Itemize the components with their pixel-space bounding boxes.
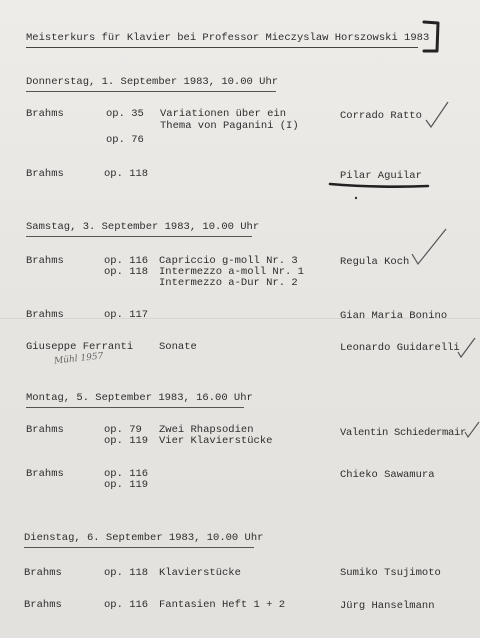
opus: op. 116: [104, 468, 149, 480]
composer: Giuseppe Ferranti: [26, 341, 134, 353]
performer-name: Chieko Sawamura: [340, 469, 435, 481]
session-date: Dienstag, 6. September 1983, 10.00 Uhr: [24, 532, 264, 544]
checkmark-icon: [424, 100, 450, 130]
work-title: Intermezzo a-Dur Nr. 2: [159, 277, 298, 289]
date-underline: [26, 91, 276, 92]
composer: Brahms: [26, 468, 64, 480]
composer: Brahms: [24, 567, 62, 579]
opus: op. 116: [104, 599, 149, 611]
composer: Brahms: [26, 255, 64, 267]
performer-name: Regula Koch: [340, 256, 410, 268]
date-underline: [24, 547, 254, 548]
composer: Brahms: [26, 168, 64, 180]
bracket-mark-icon: [418, 17, 448, 57]
opus: op. 116: [104, 255, 149, 267]
document-title: Meisterkurs für Klavier bei Professor Mieczyslaw Horszowski 1983: [26, 32, 430, 44]
work-title: Thema von Paganini (I): [160, 120, 299, 132]
handwritten-note: Mühl 1957: [53, 351, 104, 367]
work-title: Fantasien Heft 1 + 2: [159, 599, 286, 611]
work-title: Vier Klavierstücke: [159, 435, 273, 447]
opus: op. 118: [104, 567, 149, 579]
underline-mark-icon: [328, 176, 432, 202]
session-date: Montag, 5. September 1983, 16.00 Uhr: [26, 392, 253, 404]
work-title: Intermezzo a-moll Nr. 1: [159, 266, 304, 278]
performer-name: Jürg Hanselmann: [340, 600, 435, 612]
opus: op. 35: [106, 108, 144, 120]
composer: Brahms: [26, 309, 64, 321]
opus: op. 118: [104, 266, 149, 278]
performer-name: Gian Maria Bonino: [340, 310, 448, 322]
date-underline: [26, 236, 252, 237]
opus: op. 119: [104, 435, 149, 447]
checkmark-icon: [456, 336, 478, 360]
checkmark-icon: [464, 420, 480, 440]
work-title: Zwei Rhapsodien: [159, 424, 254, 436]
opus: op. 76: [106, 134, 144, 146]
work-title: Variationen über ein: [160, 108, 287, 120]
opus: op. 117: [104, 309, 149, 321]
date-underline: [26, 407, 244, 408]
checkmark-icon: [408, 226, 448, 268]
composer: Brahms: [26, 424, 64, 436]
performer-name: Pilar Aguilar: [340, 170, 422, 182]
composer: Brahms: [26, 108, 64, 120]
performer-name: Sumiko Tsujimoto: [340, 567, 441, 579]
work-title: Capriccio g-moll Nr. 3: [159, 255, 298, 267]
session-date: Donnerstag, 1. September 1983, 10.00 Uhr: [26, 76, 279, 88]
title-underline: [26, 47, 418, 48]
work-title: Sonate: [159, 341, 197, 353]
opus: op. 79: [104, 424, 142, 436]
performer-name: Valentin Schiedermair: [340, 427, 467, 439]
work-title: Klavierstücke: [159, 567, 241, 579]
opus: op. 119: [104, 479, 149, 491]
composer: Brahms: [24, 599, 62, 611]
performer-name: Leonardo Guidarelli: [340, 342, 460, 354]
opus: op. 118: [104, 168, 149, 180]
performer-name: Corrado Ratto: [340, 110, 422, 122]
session-date: Samstag, 3. September 1983, 10.00 Uhr: [26, 221, 260, 233]
